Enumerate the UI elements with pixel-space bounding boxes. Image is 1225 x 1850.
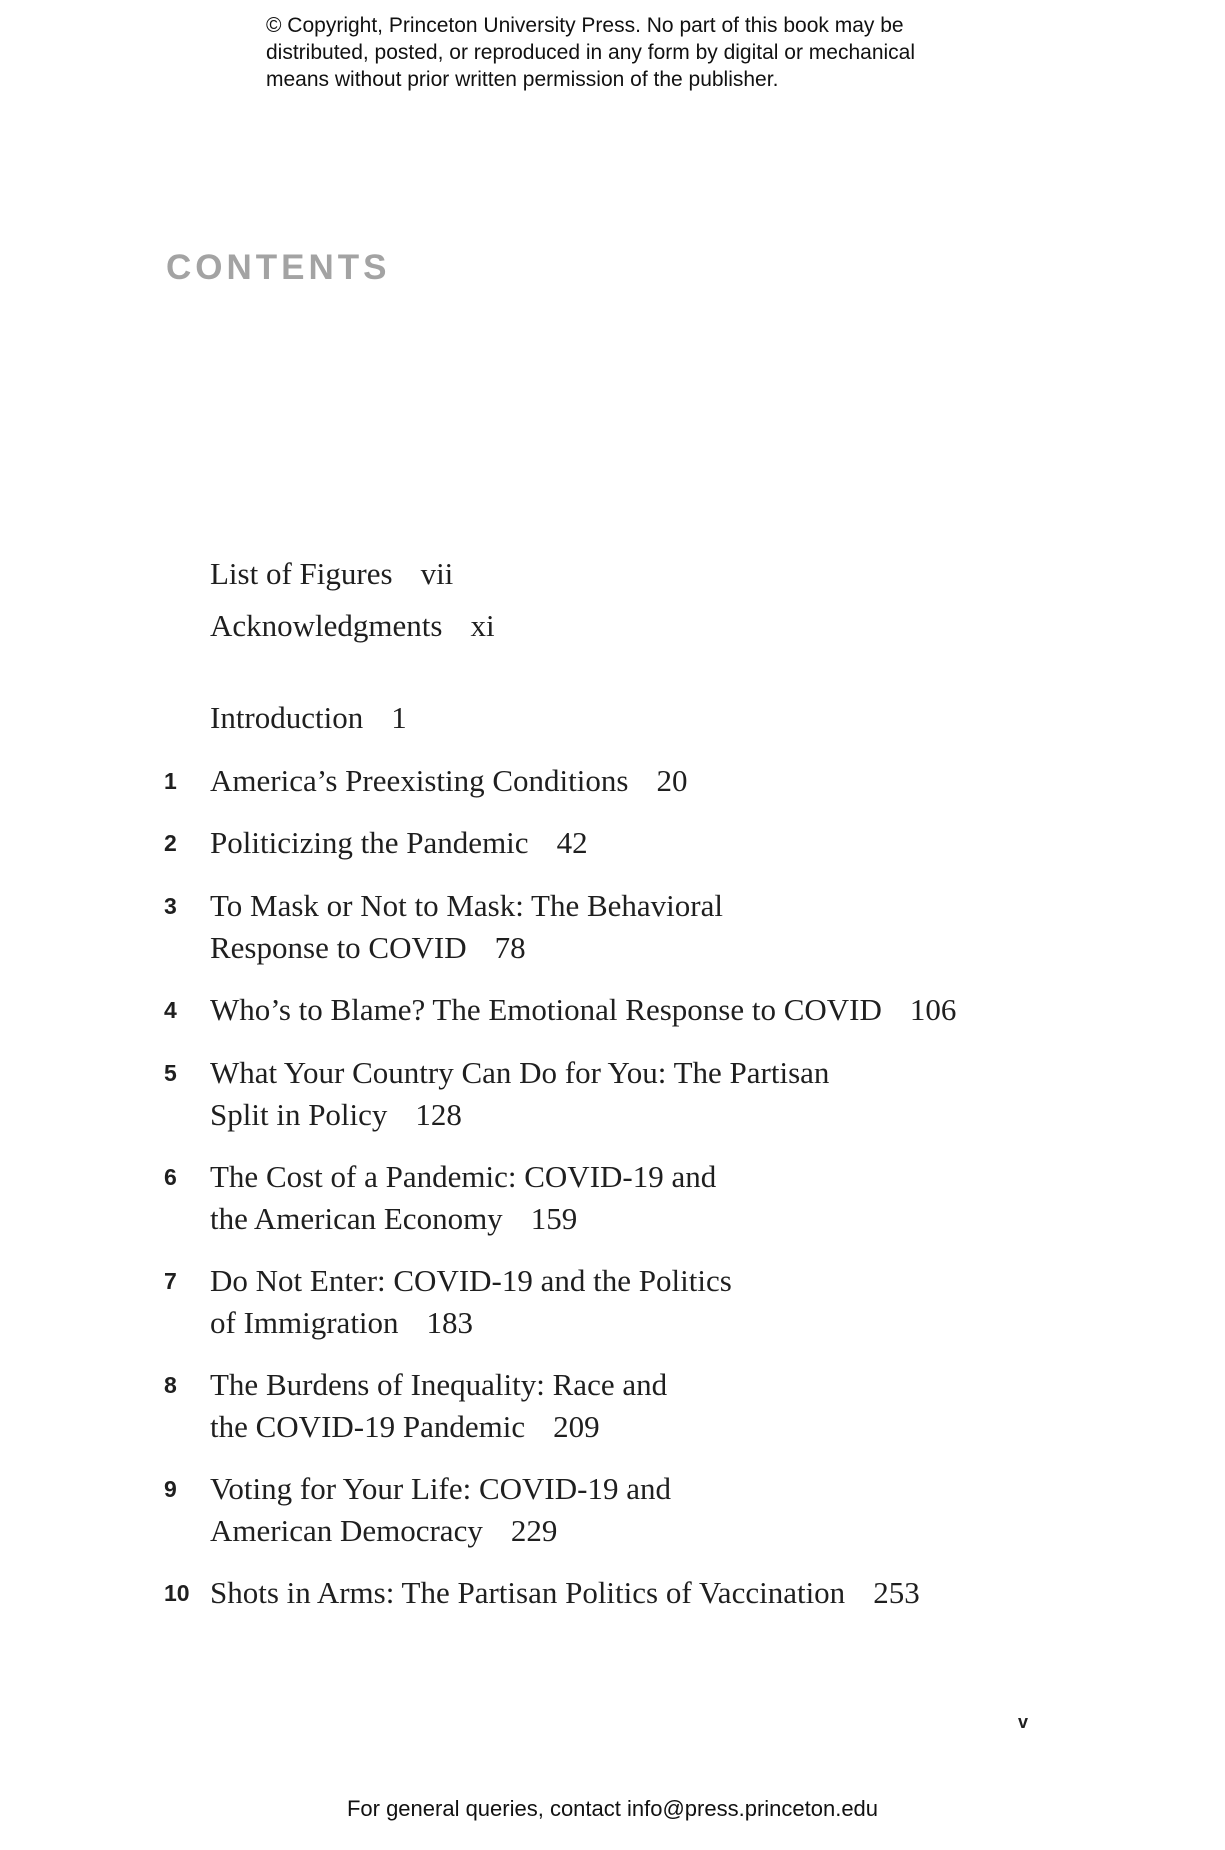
chapter-number: 5 [164, 1060, 177, 1086]
chapter-title-line: The Burdens of Inequality: Race and [210, 1367, 668, 1402]
page-folio: v [1018, 1712, 1029, 1732]
chapter-page: 183 [426, 1305, 474, 1340]
chapter-title-line: the American Economy [210, 1201, 503, 1236]
chapter-title-line: The Cost of a Pandemic: COVID-19 and [210, 1159, 717, 1194]
contents-heading: CONTENTS [166, 248, 391, 287]
chapter-page: 128 [415, 1097, 462, 1132]
chapter-number: 6 [164, 1164, 177, 1190]
toc-entry-introduction[interactable] [210, 697, 407, 739]
chapter-number: 4 [164, 997, 177, 1023]
toc-chapter-4[interactable] [164, 989, 1064, 1031]
toc-chapter-3[interactable] [164, 885, 1064, 969]
chapter-number: 3 [164, 893, 177, 919]
toc-entry-page: 1 [391, 700, 407, 735]
chapter-title-line: America’s Preexisting Conditions [210, 763, 629, 798]
chapter-title-line: the COVID-19 Pandemic [210, 1409, 526, 1444]
copyright-line: means without prior written permission of the publisher. [266, 68, 779, 91]
chapter-title-line: Split in Policy [210, 1097, 388, 1132]
chapter-page: 20 [656, 763, 688, 798]
chapter-number: 9 [164, 1476, 177, 1502]
chapter-number: 2 [164, 830, 177, 856]
chapter-page: 253 [873, 1575, 920, 1610]
chapter-title-line: To Mask or Not to Mask: The Behavioral [210, 888, 723, 923]
chapter-title-line: of Immigration [210, 1305, 399, 1340]
chapter-title-line: Who’s to Blame? The Emotional Response to COVID [210, 992, 882, 1027]
chapter-page: 42 [556, 825, 588, 860]
chapter-page: 106 [909, 992, 957, 1027]
toc-entry-page: xi [470, 608, 495, 643]
chapter-title-line: Do Not Enter: COVID-19 and the Politics [210, 1263, 732, 1298]
chapter-title-line: American Democracy [210, 1513, 483, 1548]
chapter-title-line: What Your Country Can Do for You: The Partisan [210, 1055, 830, 1090]
chapter-number: 10 [164, 1580, 190, 1606]
chapter-page: 229 [510, 1513, 558, 1548]
copyright-notice [266, 12, 1026, 93]
toc-chapter-5[interactable] [164, 1052, 1064, 1136]
toc-chapter-8[interactable] [164, 1364, 1064, 1448]
chapter-title-line: Politicizing the Pandemic [210, 825, 529, 860]
toc-entry-page: vii [420, 556, 454, 591]
toc-entry-title: Acknowledgments [210, 608, 443, 643]
toc-chapter-2[interactable] [164, 822, 1064, 864]
chapter-page: 78 [494, 930, 526, 965]
chapter-number: 1 [164, 768, 177, 794]
chapter-page: 159 [530, 1201, 578, 1236]
chapter-title-line: Voting for Your Life: COVID-19 and [210, 1471, 671, 1506]
toc-entry-title: List of Figures [210, 556, 393, 591]
copyright-line: © Copyright, Princeton University Press. No part of this book may be [266, 14, 904, 37]
toc-chapter-1[interactable] [164, 760, 1064, 802]
toc-chapter-9[interactable] [164, 1468, 1064, 1552]
toc-entry-title: Introduction [210, 700, 364, 735]
toc-chapter-6[interactable] [164, 1156, 1064, 1240]
toc-entry-acknowledgments[interactable] [210, 605, 495, 647]
chapter-number: 7 [164, 1268, 177, 1294]
chapter-title-line: Response to COVID [210, 930, 467, 965]
toc-entry-list-of-figures[interactable] [210, 553, 453, 595]
chapter-title-line: Shots in Arms: The Partisan Politics of Vaccination [210, 1575, 846, 1610]
toc-chapter-7[interactable] [164, 1260, 1064, 1344]
chapter-page: 209 [553, 1409, 600, 1444]
footer-contact: For general queries, contact info@press.princeton.edu [346, 1796, 879, 1821]
copyright-line: distributed, posted, or reproduced in any form by digital or mechanical [266, 41, 916, 64]
toc-chapter-10[interactable] [164, 1572, 1064, 1614]
chapter-number: 8 [164, 1372, 177, 1398]
